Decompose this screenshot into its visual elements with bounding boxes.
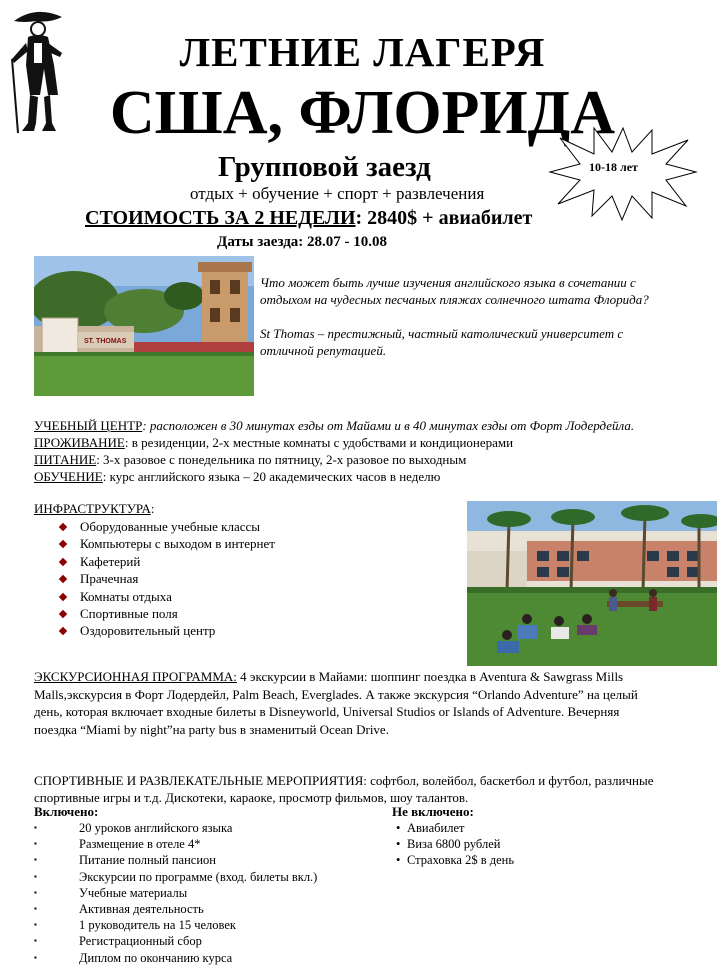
list-item: Спортивные поля [58,605,275,622]
study-center-text: : расположен в 30 минутах езды от Майами и в 40 минутах езды от Форт Лодердейла. [142,418,635,433]
students-campus-photo [467,501,717,666]
infrastructure-label: ИНФРАСТРУКТУРА [34,501,151,516]
list-item: Кафетерий [58,553,275,570]
list-item: ▪ Размещение в отеле 4* [34,836,317,852]
not-included-heading: Не включено: [392,804,474,819]
food-label: ПИТАНИЕ [34,452,97,467]
list-item: • Страховка 2$ в день [396,852,514,868]
excursion-label: ЭКСКУРСИОННАЯ ПРОГРАММА: [34,669,237,684]
intro-paragraph-1: Что может быть лучше изучения английского языка в сочетании с отдыхом на чудесных песчаных пляжах солнечного штата Флорида? [260,275,649,307]
not-included-list [396,820,514,869]
list-item: • Авиабилет [396,820,514,836]
intro-text [260,274,660,376]
intro-paragraph-2: St Thomas – престижный, частный католический университет с отличной репутацией. [260,326,624,358]
food-text: : 3-х разовое с понедельника по пятницу, 2-х разовое по выходным [96,452,467,467]
study-center-label: УЧЕБНЫЙ ЦЕНТР [34,418,143,433]
living-line [34,434,694,451]
list-item: Прачечная [58,570,275,587]
included-list [34,820,317,966]
list-item: ▪ Диплом по окончанию курса [34,950,317,966]
food-line [34,451,694,468]
list-item: Комнаты отдыха [58,588,275,605]
study-line [34,468,694,485]
study-center-line [34,417,694,434]
title-group-trip: Групповой заезд [218,151,431,183]
campus-entrance-photo [34,256,254,396]
list-item: ▪ Экскурсии по программе (вход. билеты вкл.) [34,869,317,885]
list-item: ▪ Регистрационный сбор [34,933,317,949]
infrastructure-list [58,518,275,640]
list-item: Оздоровительный центр [58,622,275,639]
cost-label: СТОИМОСТЬ ЗА 2 НЕДЕЛИ [85,207,356,229]
cost-line [85,207,532,230]
info-section [34,417,694,485]
list-item: ▪ 1 руководитель на 15 человек [34,917,317,933]
sign-text: ST. THOMAS [84,338,127,345]
list-item: ▪ Учебные материалы [34,885,317,901]
cost-value: : 2840$ + авиабилет [355,207,533,229]
list-item: Компьютеры с выходом в интернет [58,535,275,552]
title-usa-florida: США, ФЛОРИДА [109,79,616,147]
infrastructure-heading [34,500,154,517]
sport-activities: СПОРТИВНЫЕ И РАЗВЛЕКАТЕЛЬНЫЕ МЕРОПРИЯТИЯ: софтбол, волейбол, баскетбол и футбол, различные спортивные игры и т.д. Дискотеки, караоке, просмотр фильмов, шоу талантов. [34,773,654,805]
title-summer-camps: ЛЕТНИЕ ЛАГЕРЯ [179,29,546,75]
infrastructure-colon: : [150,501,155,516]
list-item: ▪ Активная деятельность [34,901,317,917]
list-item: • Виза 6800 рублей [396,836,514,852]
study-label: ОБУЧЕНИЕ [34,469,103,484]
age-badge-text: 10-18 лет [589,160,638,174]
subtitle-activities: отдых + обучение + спорт + развлечения [190,184,485,203]
trip-dates: Даты заезда: 28.07 - 10.08 [217,234,388,250]
list-item: ▪ Питание полный пансион [34,852,317,868]
study-text: : курс английского языка – 20 академических часов в неделю [102,469,441,484]
excursion-program [34,668,654,738]
included-heading: Включено: [34,804,99,819]
excursion-text: 4 экскурсии в Майами: шоппинг поездка в Aventura & Sawgrass Mills Malls,экскурсия в Форт Лодердейл, Palm Beach, Everglades. А также экскурсия “Orlando Adventure” на целый день, которая включает входные билеты в Disneyworld, Universal Studios or Islands of Adventure. Вечерняя поездка “Miami by night”на party bus в знаменитый Ocean Drive. [34,669,638,737]
living-text: : в резиденции, 2-х местные комнаты с удобствами и кондиционерами [124,435,514,450]
list-item: Оборудованные учебные классы [58,518,275,535]
living-label: ПРОЖИВАНИЕ [34,435,125,450]
list-item: ▪ 20 уроков английского языка [34,820,317,836]
